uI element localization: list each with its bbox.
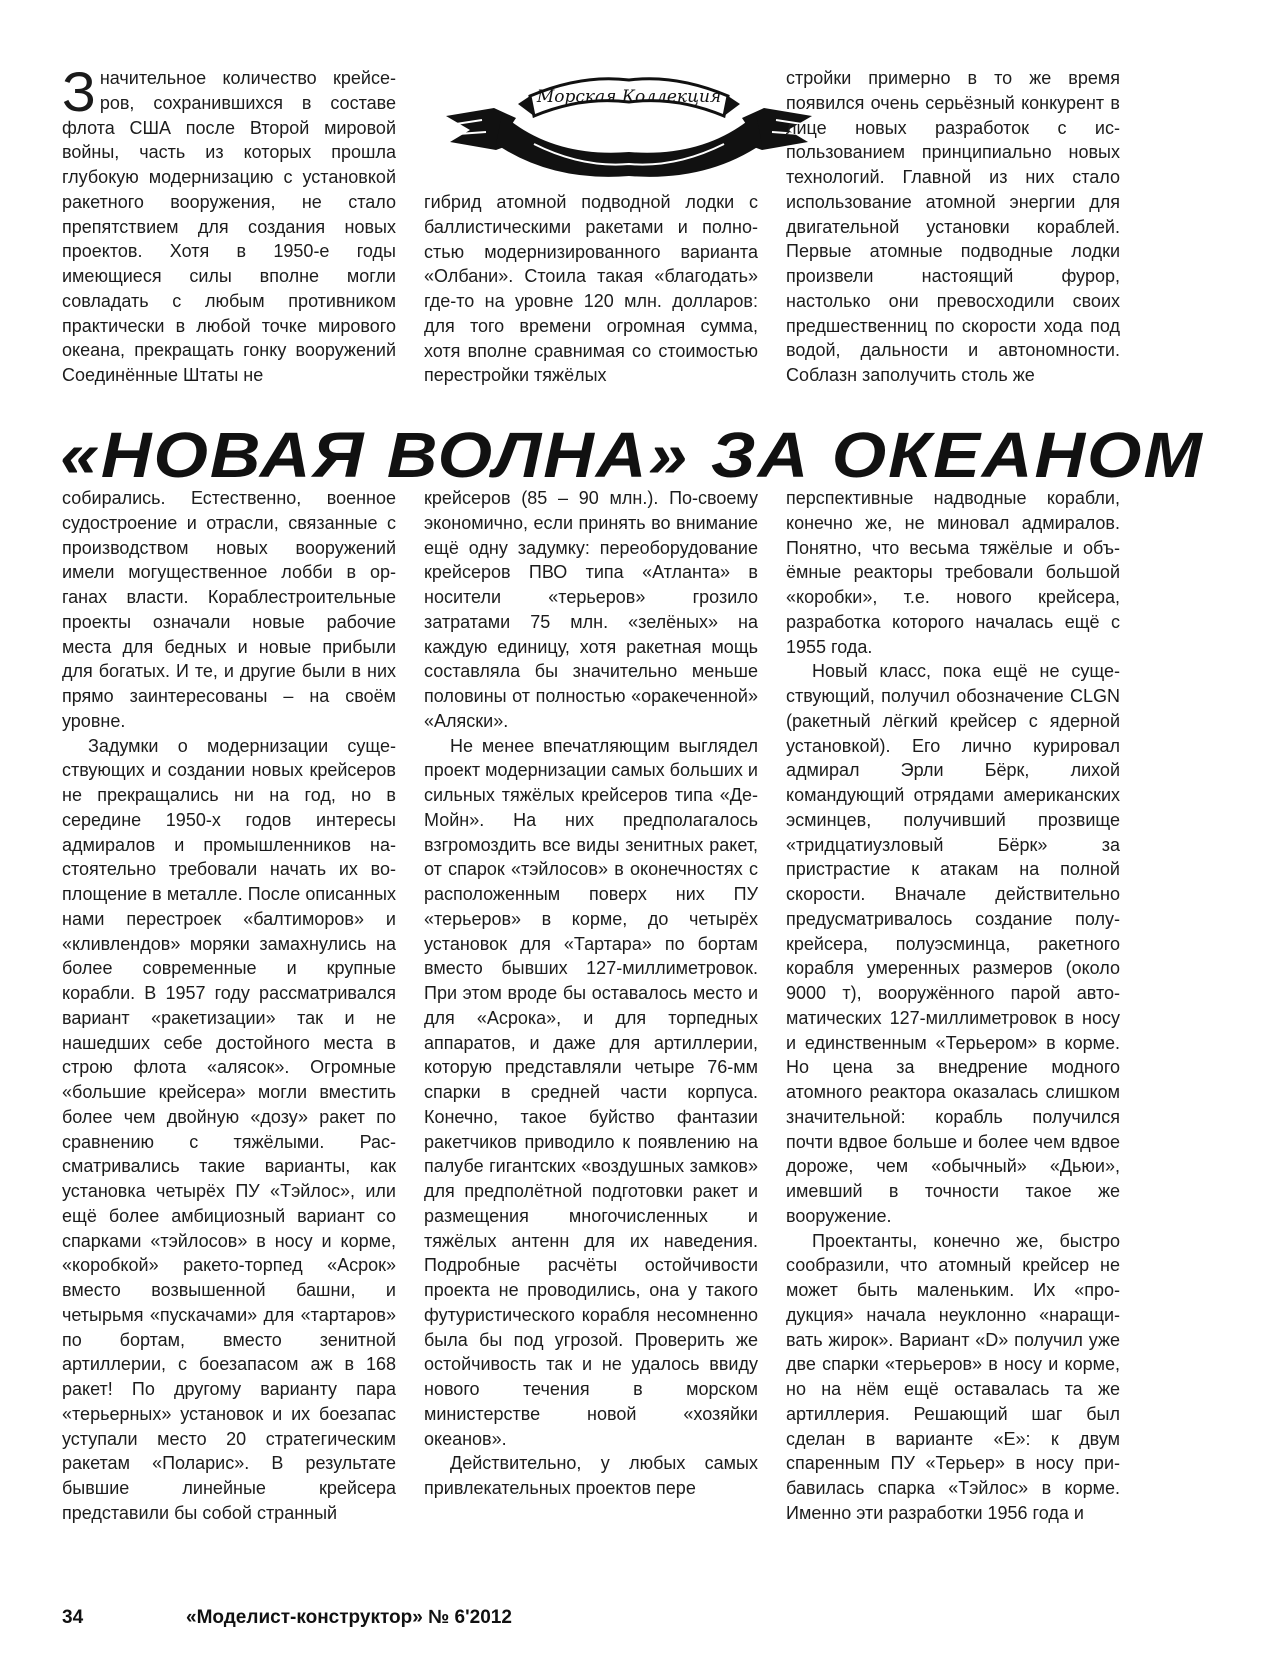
intro-column-3 <box>786 66 1120 388</box>
intro-text-2: гибрид атомной подводной лодки с баллистическими ракетами и полностью модернизированного варианта «Олбани». Стоила такая «благодать» где-то на уровне 120 млн. долларов: для того времени огромная сумма, хотя вполне сравнимая со стоимостью перестройки тяжёлых <box>424 192 758 386</box>
body-column-3 <box>786 486 1120 1526</box>
body-paragraph: перспективные надводные корабли, конечно же, не миновал адмиралов. Понятно, что весьма тяжёлые и объёмные реакторы требовали большой «коробки», т.е. нового крейсера, разработка которого началась ещё с 1955 года. <box>786 488 1120 657</box>
body-paragraph: Не менее впечатляющим выглядел проект модернизации самых больших и сильных тяжёлых крейсеров типа «Де-Мойн». На них предполагалось взгромоздить все виды зенитных ракет, от спарок «тэйлосов» в оконечностях с расположенным поверх них ПУ «терьеров» в корме, до четырёх установок для «Тартара» по бортам вместо бывших 127-миллиметровок. При этом вроде бы оставалось место и для «Асрока», и для торпедных аппаратов, и даже для артиллерии, которую представляли четыре 76-мм спарки в средней части корпуса. Конечно, такое буйство фантазии ракетчиков приводило к появлению на палубе гигантских «воздушных замков» для предполётной подготовки ракет и размещения многочисленных и тяжёлых антенн для их наведения. Подробные расчёты остойчивости проекта не проводились, она у такого футуристического корабля несомненно была бы под угрозой. Проверить же остойчивость так и не удалось ввиду нового течения в морском министерстве новой «хозяйки океанов». <box>424 735 758 1449</box>
body-column-2 <box>424 486 758 1501</box>
magazine-title: «Моделист-конструктор» № 6'2012 <box>186 1607 512 1628</box>
intro-column-1 <box>62 60 396 388</box>
drop-cap: З <box>62 60 96 123</box>
intro-text-3: стройки примерно в то же время появился очень серьёзный конкурент в лице новых разработок с использованием принципиально новых технологий. Главной из них стало использование атомной энергии для двигательной установки кораблей. Первые атомные подводные лодки произвели настоящий фурор, настолько они превосходили своих предшественниц по скорости хода под водой, дальности и автономности. Соблазн заполучить столь же <box>786 68 1120 385</box>
body-paragraph: Новый класс, пока ещё не существующий, получил обозначение CLGN (ракетный лёгкий крейсер с ядерной установкой). Его лично курировал адмирал Эрли Бёрк, лихой командующий отрядами американских эсминцев, получивший прозвище «тридцатиузловый Бёрк» за пристрастие к атакам на полной скорости. Вначале действительно предусматривалось создание полукрейсера, полуэсминца, ракетного корабля умеренных размеров (около 9000 т), вооружённого парой автоматических 127-миллиметровок в носу и единственным «Терьером» в корме. Но цена за внедрение модного атомного реактора оказалась слишком значительной: корабль получился почти вдвое больше и более чем вдвое дороже, чем «обычный» «Дьюи», имевший в точности такое же вооружение. <box>786 661 1120 1226</box>
emblem-text: Морская Коллекция <box>536 87 722 107</box>
morskaya-kollektsiya-emblem <box>442 74 816 188</box>
body-paragraph: Проектанты, конечно же, быстро сообразили, что атомный крейсер не может быть маленьким. Их «продукция» начала неуклонно «наращивать жирок». Вариант «D» получил уже две спарки «терьеров» в носу и корме, но на нём ещё оставалась та же артиллерия. Решающий шаг был сделан в варианте «E»: к двум спаренным ПУ «Терьер» в носу прибавилась спарка «Тэйлос» в корме. Именно эти разработки 1956 года и <box>786 1230 1120 1523</box>
body-column-1 <box>62 486 396 1526</box>
body-paragraph: Действительно, у любых самых привлекательных проектов пере <box>424 1453 758 1498</box>
page-number: 34 <box>62 1607 84 1628</box>
intro-text-1: начительное количество крейсеров, сохранившихся в составе флота США после Второй мировой войны, часть из которых прошла глубокую модернизацию с установкой ракетного вооружения, не стало препятствием для создания новых проектов. Хотя в 1950-е годы имеющиеся силы вполне могли совладать с любым противником практически в любой точке мирового океана, прекращать гонку вооружений Соединённые Штаты не <box>62 68 396 385</box>
article-headline: «НОВАЯ ВОЛНА» ЗА ОКЕАНОМ <box>60 418 1204 491</box>
intro-paragraph-1 <box>62 60 396 388</box>
body-paragraph: Задумки о модернизации существующих и создании новых крейсеров не прекращались ни на год, но в середине 1950-х годов интересы адмиралов и промышленников настоятельно требовали начать их воплощение в металле. После описанных нами перестроек «балтиморов» и «кливлендов» моряки замахнулись на более современные и крупные корабли. В 1957 году рассматривался вариант «ракетизации» так и не нашедших себе достойного места в строю флота «алясок». Огромные «большие крейсера» могли вместить более чем двойную «дозу» ракет по сравнению с тяжёлыми. Рассматривались такие варианты, как установка четырёх ПУ «Тэйлос», или ещё более амбициозный вариант со спарками «тэйлосов» в носу и корме, «коробкой» ракето-торпед «Асрок» вместо возвышенной башни, и четырьмя «пускачами» для «тартаров» по бортам, вместо зенитной артиллерии, с боезапасом аж в 168 ракет! По другому варианту пара «терьерных» установок и их боезапас уступали место 20 стратегическим ракетам «Поларис». В результате бывшие линейные крейсера представили бы собой странный <box>62 735 396 1523</box>
body-paragraph: собирались. Естественно, военное судостроение и отрасли, связанные с производством новых вооружений имели могущественное лобби в органах власти. Кораблестроительные проекты означали новые рабочие места для бедных и новые прибыли для богатых. И те, и другие были в них прямо заинтересованы – на своём уровне. <box>62 488 396 731</box>
body-paragraph: крейсеров (85 – 90 млн.). По-своему экономично, если принять во внимание ещё одну задумку: переоборудование крейсеров ПВО типа «Атланта» в носители «терьеров» грозило затратами 75 млн. «зелёных» на каждую единицу, хотя ракетная мощь составляла бы значительно меньше половины от полностью «оракеченной» «Аляски». <box>424 488 758 731</box>
intro-column-2 <box>424 190 758 388</box>
